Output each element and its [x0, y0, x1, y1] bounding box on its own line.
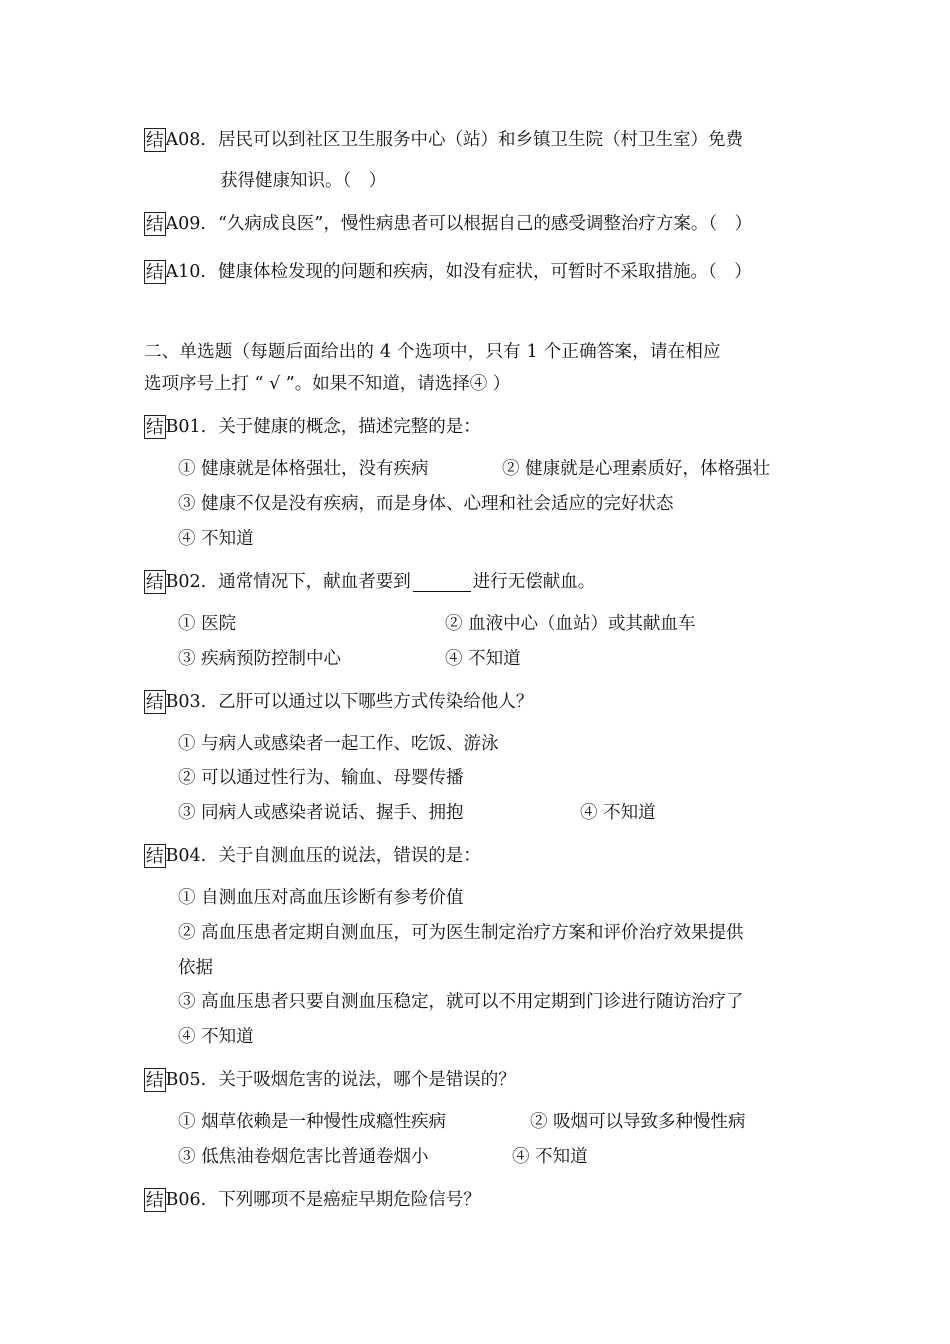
- question-a09: [144, 212, 752, 236]
- question-text: “久病成良医”，慢性病患者可以根据自己的感受调整治疗方案。（ ）: [217, 214, 753, 234]
- question-text: 健康体检发现的问题和疾病，如没有症状，可暂时不采取措施。（ ）: [217, 262, 752, 282]
- option-2[interactable]: ② 血液中心（血站）或其献血车: [445, 614, 696, 634]
- question-text: 关于自测血压的说法，错误的是：: [218, 846, 481, 866]
- question-text: 通常情况下，献血者要到: [218, 572, 411, 592]
- question-number: B01.: [165, 417, 207, 437]
- option-1[interactable]: ① 自测血压对高血压诊断有参考价值: [178, 888, 464, 908]
- answer-box[interactable]: 结: [144, 1068, 166, 1092]
- option-1[interactable]: ① 医院: [178, 614, 237, 634]
- option-4[interactable]: ④ 不知道: [445, 649, 521, 669]
- option-4[interactable]: ④ 不知道: [178, 529, 254, 549]
- question-text-continued: 获得健康知识。（ ）: [220, 171, 387, 191]
- question-b03: [144, 690, 533, 714]
- section-heading-continued: 选项序号上打 “ √ ”。如果不知道，请选择④ ）: [144, 374, 511, 394]
- question-number: B06.: [165, 1190, 207, 1210]
- option-2-continued: 依据: [178, 958, 213, 978]
- answer-box[interactable]: 结: [144, 570, 166, 594]
- question-text: 关于健康的概念，描述完整的是：: [218, 417, 481, 437]
- option-3[interactable]: ③ 高血压患者只要自测血压稳定，就可以不用定期到门诊进行随访治疗了: [178, 992, 744, 1012]
- question-number: A09.: [165, 214, 206, 234]
- option-1[interactable]: ① 烟草依赖是一种慢性成瘾性疾病: [178, 1112, 447, 1132]
- answer-box[interactable]: 结: [144, 844, 166, 868]
- question-number: B02.: [165, 572, 207, 592]
- question-text: 乙肝可以通过以下哪些方式传染给他人？: [218, 692, 534, 712]
- option-3[interactable]: ③ 低焦油卷烟危害比普通卷烟小: [178, 1147, 429, 1167]
- answer-box[interactable]: 结: [144, 212, 166, 236]
- option-2[interactable]: ② 健康就是心理素质好，体格强壮: [502, 459, 771, 479]
- question-b05: [144, 1068, 516, 1092]
- option-2[interactable]: ② 吸烟可以导致多种慢性病: [530, 1112, 746, 1132]
- question-text: 居民可以到社区卫生服务中心（站）和乡镇卫生院（村卫生室）免费: [217, 130, 743, 150]
- answer-box[interactable]: 结: [144, 415, 166, 439]
- option-4[interactable]: ④ 不知道: [580, 803, 656, 823]
- question-a10: [144, 260, 752, 284]
- option-4[interactable]: ④ 不知道: [178, 1027, 254, 1047]
- question-text: 关于吸烟危害的说法，哪个是错误的？: [218, 1070, 516, 1090]
- option-3[interactable]: ③ 疾病预防控制中心: [178, 649, 342, 669]
- option-1[interactable]: ① 健康就是体格强壮，没有疾病: [178, 459, 429, 479]
- answer-box[interactable]: 结: [144, 260, 166, 284]
- option-2[interactable]: ② 高血压患者定期自测血压，可为医生制定治疗方案和评价治疗效果提供: [178, 923, 744, 943]
- option-2[interactable]: ② 可以通过性行为、输血、母婴传播: [178, 768, 464, 788]
- answer-box[interactable]: 结: [144, 1188, 166, 1212]
- answer-box[interactable]: 结: [144, 690, 166, 714]
- question-number: A08.: [165, 130, 206, 150]
- fill-in-blank: [413, 573, 471, 592]
- question-number: B03.: [165, 692, 207, 712]
- option-3[interactable]: ③ 同病人或感染者说话、握手、拥抱: [178, 803, 464, 823]
- question-b06: [144, 1188, 481, 1212]
- question-number: B04.: [165, 846, 207, 866]
- question-b04: [144, 844, 481, 868]
- option-4[interactable]: ④ 不知道: [512, 1147, 588, 1167]
- option-3[interactable]: ③ 健康不仅是没有疾病，而是身体、心理和社会适应的完好状态: [178, 494, 674, 514]
- answer-box[interactable]: 结: [144, 128, 166, 152]
- question-a08: [144, 128, 743, 152]
- section-heading: 二、单选题（每题后面给出的 4 个选项中，只有 1 个正确答案，请在相应: [144, 342, 721, 362]
- option-1[interactable]: ① 与病人或感染者一起工作、吃饭、游泳: [178, 734, 499, 754]
- question-text-after-blank: 进行无偿献血。: [472, 572, 596, 592]
- question-number: B05.: [165, 1070, 207, 1090]
- question-text: 下列哪项不是癌症早期危险信号？: [218, 1190, 481, 1210]
- question-b01: [144, 415, 481, 439]
- question-number: A10.: [165, 262, 206, 282]
- question-b02: [144, 570, 595, 594]
